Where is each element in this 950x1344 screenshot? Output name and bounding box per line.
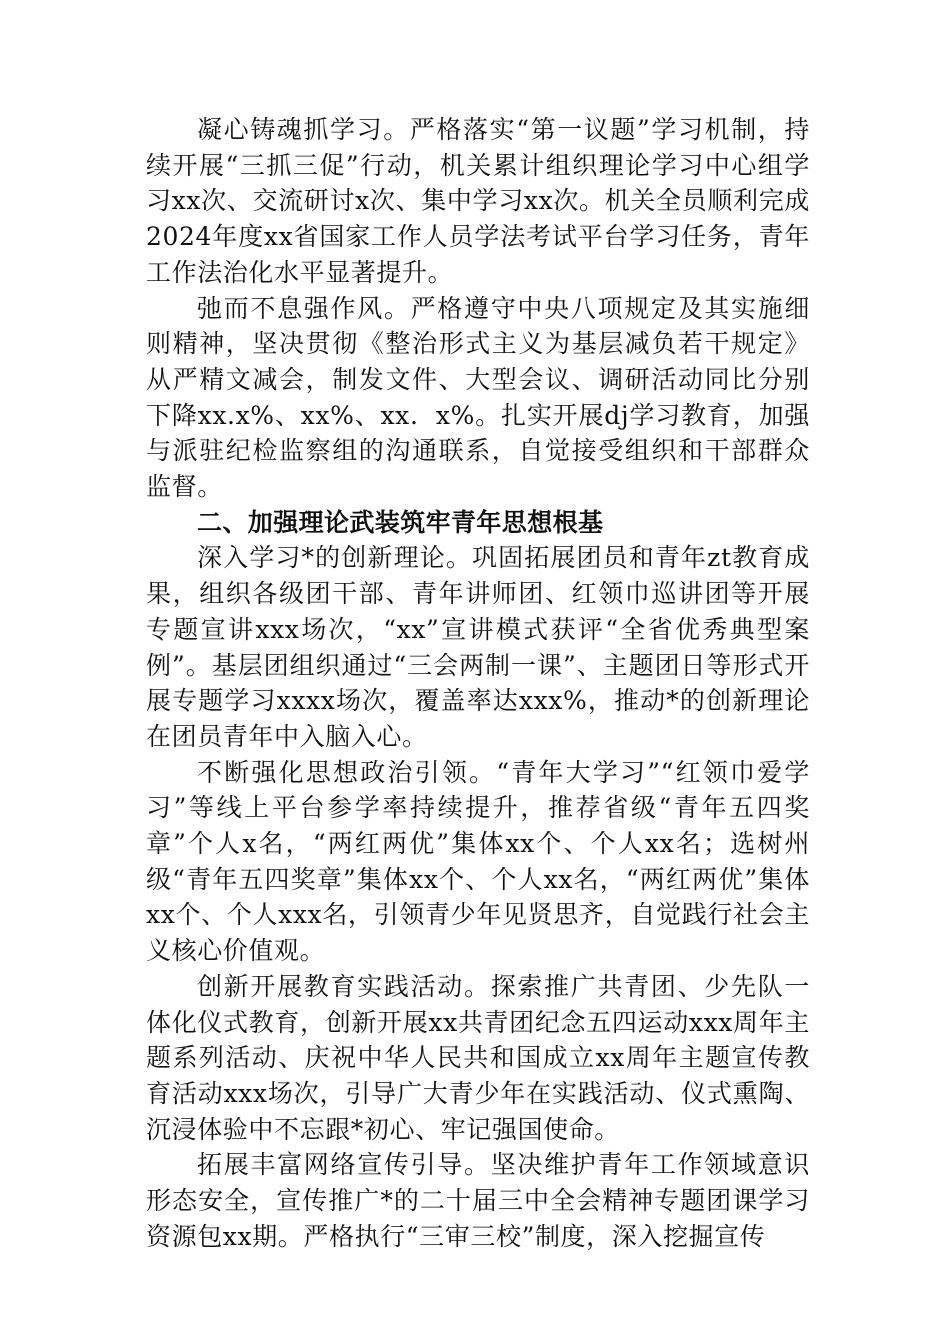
- paragraph-work-style: 弛而不息强作风。严格遵守中央八项规定及其实施细则精神，坚决贯彻《整治形式主义为基层减负若干规定》从严精文减会，制发文件、大型会议、调研活动同比分别下降xx.x%、xx%、xx．x%。扎实开展dj学习教育，加强与派驻纪检监察组的沟通联系，自觉接受组织和干部群众监督。: [146, 293, 810, 502]
- section-heading: 二、加强理论武装筑牢青年思想根基: [197, 507, 604, 537]
- paragraph-practice-activities: 创新开展教育实践活动。探索推广共青团、少先队一体化仪式教育，创新开展xx共青团纪念五四运动xxx周年主题系列活动、庆祝中华人民共和国成立xx周年主题宣传教育活动xxx场次，引导广大青少年在实践活动、仪式熏陶、沉浸体验中不忘跟*初心、牢记强国使命。: [146, 971, 810, 1144]
- paragraph-online-publicity: 拓展丰富网络宣传引导。坚决维护青年工作领域意识形态安全，宣传推广*的二十届三中全会精神专题团课学习资源包xx期。严格执行“三审三校”制度，深入挖掘宣传: [146, 1150, 810, 1251]
- paragraph-study: 凝心铸魂抓学习。严格落实“第一议题”学习机制，持续开展“三抓三促”行动，机关累计组织理论学习中心组学习xx次、交流研讨x次、集中学习xx次。机关全员顺利完成2024年度xx省国家工作人员学法考试平台学习任务，青年工作法治化水平显著提升。: [146, 115, 810, 287]
- paragraph-theory-study: 深入学习*的创新理论。巩固拓展团员和青年zt教育成果，组织各级团干部、青年讲师团、红领巾巡讲团等开展专题宣讲xxx场次，“xx”宣讲模式获评“全省优秀典型案例”。基层团组织通过“三会两制一课”、主题团日等形式开展专题学习xxxx场次，覆盖率达xxx%，推动*的创新理论在团员青年中入脑入心。: [146, 543, 810, 751]
- document-body: [146, 112, 810, 1255]
- paragraph-political-guidance: 不断强化思想政治引领。“青年大学习”“红领巾爱学习”等线上平台参学率持续提升，推荐省级“青年五四奖章”个人x名，“两红两优”集体xx个、个人xx名；选树州级“青年五四奖章”集体xx个、个人xx名，“两红两优”集体xx个、个人xxx名，引领青少年见贤思齐，自觉践行社会主义核心价值观。: [146, 757, 810, 966]
